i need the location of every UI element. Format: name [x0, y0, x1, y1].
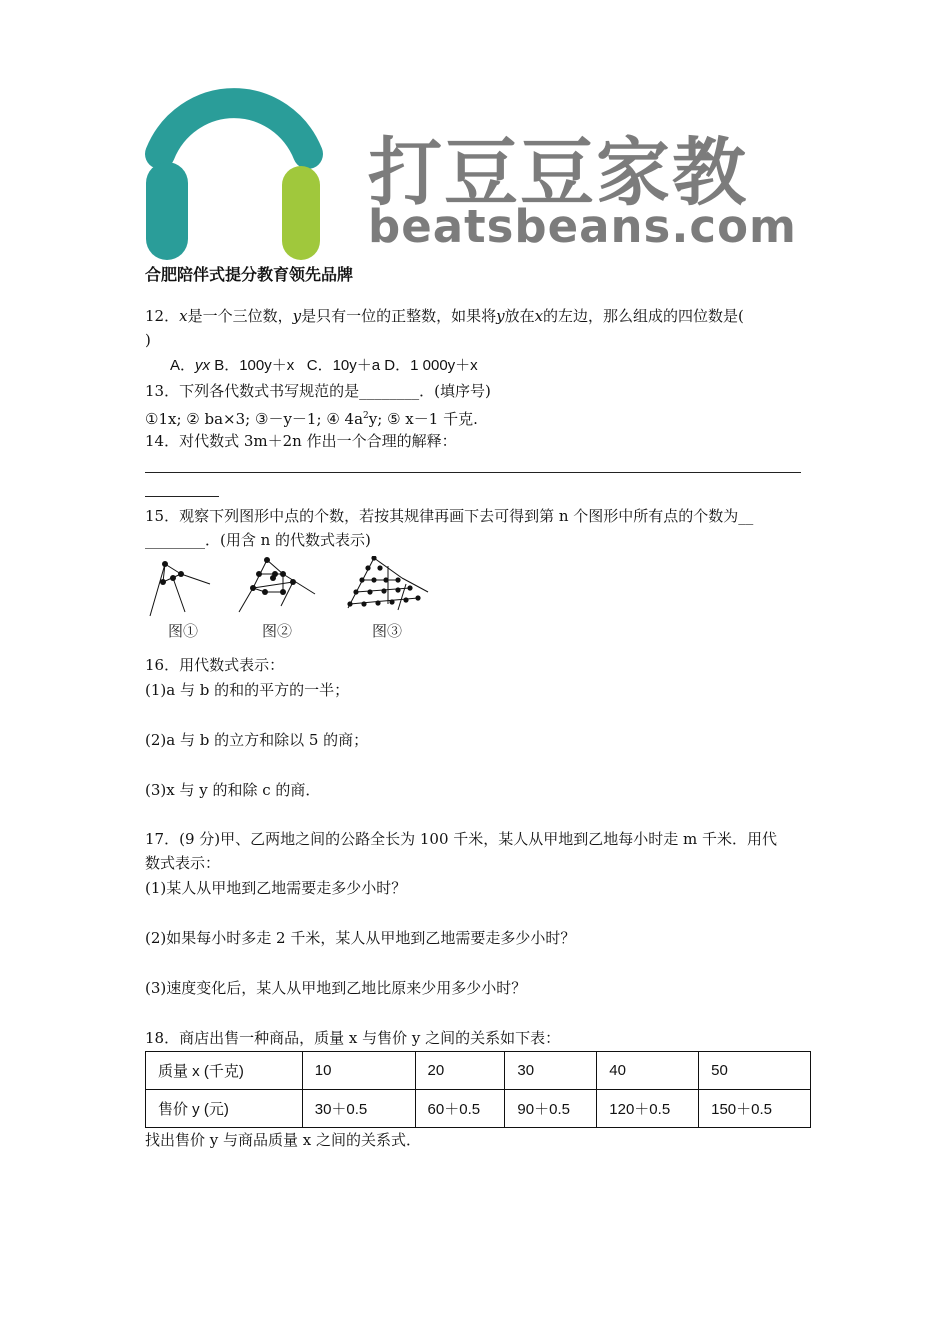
q12-options: A．yx B．100y＋x C．10y＋a D．1 000y＋x	[170, 357, 478, 374]
figure-3-caption: 图③	[372, 622, 403, 640]
q13-stem: 13．下列各代数式书写规范的是________．(填序号)	[145, 382, 491, 400]
q17-part-1: (1)某人从甲地到乙地需要走多少小时？	[145, 879, 407, 897]
brand-slogan: 合肥陪伴式提分教育领先品牌	[145, 265, 354, 284]
brand-logo	[140, 62, 797, 262]
q15-stem-2: ________．(用含 n 的代数式表示)	[145, 531, 371, 549]
q12-stem: 12．x是一个三位数，y是只有一位的正整数，如果将y放在x的左边，那么组成的四位数是(	[145, 307, 744, 325]
figure-1-dots	[145, 556, 215, 618]
table-cell: 30	[505, 1052, 597, 1090]
figure-3-dots	[340, 556, 430, 618]
brand-name-en: beatsbeans.com	[368, 200, 797, 253]
table-cell: 120＋0.5	[597, 1090, 699, 1128]
q14-answer-line-2	[145, 496, 219, 497]
headphone-logo-icon	[140, 62, 340, 262]
q18-footer: 找出售价 y 与商品质量 x 之间的关系式．	[145, 1131, 422, 1149]
q12-close: )	[145, 331, 151, 349]
table-cell: 质量 x (千克)	[146, 1052, 303, 1090]
table-row	[146, 1090, 811, 1128]
figure-2-caption: 图②	[262, 622, 293, 640]
q16-part-3: (3)x 与 y 的和除 c 的商．	[145, 781, 321, 799]
q13-options: ①1x; ② ba×3; ③－y－1; ④ $4a^2y$; ⑤ x－1 千克.	[145, 410, 478, 428]
q17-stem-2: 数式表示：	[145, 854, 221, 872]
q14-stem: 14．对代数式 3m＋2n 作出一个合理的解释：	[145, 432, 457, 450]
table-cell: 150＋0.5	[699, 1090, 811, 1128]
table-cell: 10	[302, 1052, 415, 1090]
figure-2-dots	[235, 556, 320, 618]
q16-stem: 16．用代数式表示：	[145, 656, 285, 674]
table-cell: 40	[597, 1052, 699, 1090]
table-cell: 20	[415, 1052, 505, 1090]
table-cell: 50	[699, 1052, 811, 1090]
table-row	[146, 1052, 811, 1090]
q18-stem: 18．商店出售一种商品，质量 x 与售价 y 之间的关系如下表：	[145, 1029, 561, 1047]
brand-name-cn: 打豆豆家教	[368, 130, 748, 216]
table-cell: 60＋0.5	[415, 1090, 505, 1128]
q16-part-1: (1)a 与 b 的和的平方的一半；	[145, 681, 350, 699]
q17-stem: 17．(9 分)甲、乙两地之间的公路全长为 100 千米，某人从甲地到乙地每小时走 m 千米．用代	[145, 830, 778, 848]
q18-table	[145, 1051, 811, 1128]
table-cell: 售价 y (元)	[146, 1090, 303, 1128]
table-cell: 30＋0.5	[302, 1090, 415, 1128]
q17-part-3: (3)速度变化后，某人从甲地到乙地比原来少用多少小时？	[145, 979, 527, 997]
figure-1-caption: 图①	[168, 622, 199, 640]
q14-answer-line	[145, 472, 801, 473]
table-cell: 90＋0.5	[505, 1090, 597, 1128]
q16-part-2: (2)a 与 b 的立方和除以 5 的商；	[145, 731, 369, 749]
q15-stem: 15．观察下列图形中点的个数，若按其规律再画下去可得到第 n 个图形中所有点的个数为__	[145, 507, 754, 525]
q17-part-2: (2)如果每小时多走 2 千米，某人从甲地到乙地需要走多少小时？	[145, 929, 576, 947]
